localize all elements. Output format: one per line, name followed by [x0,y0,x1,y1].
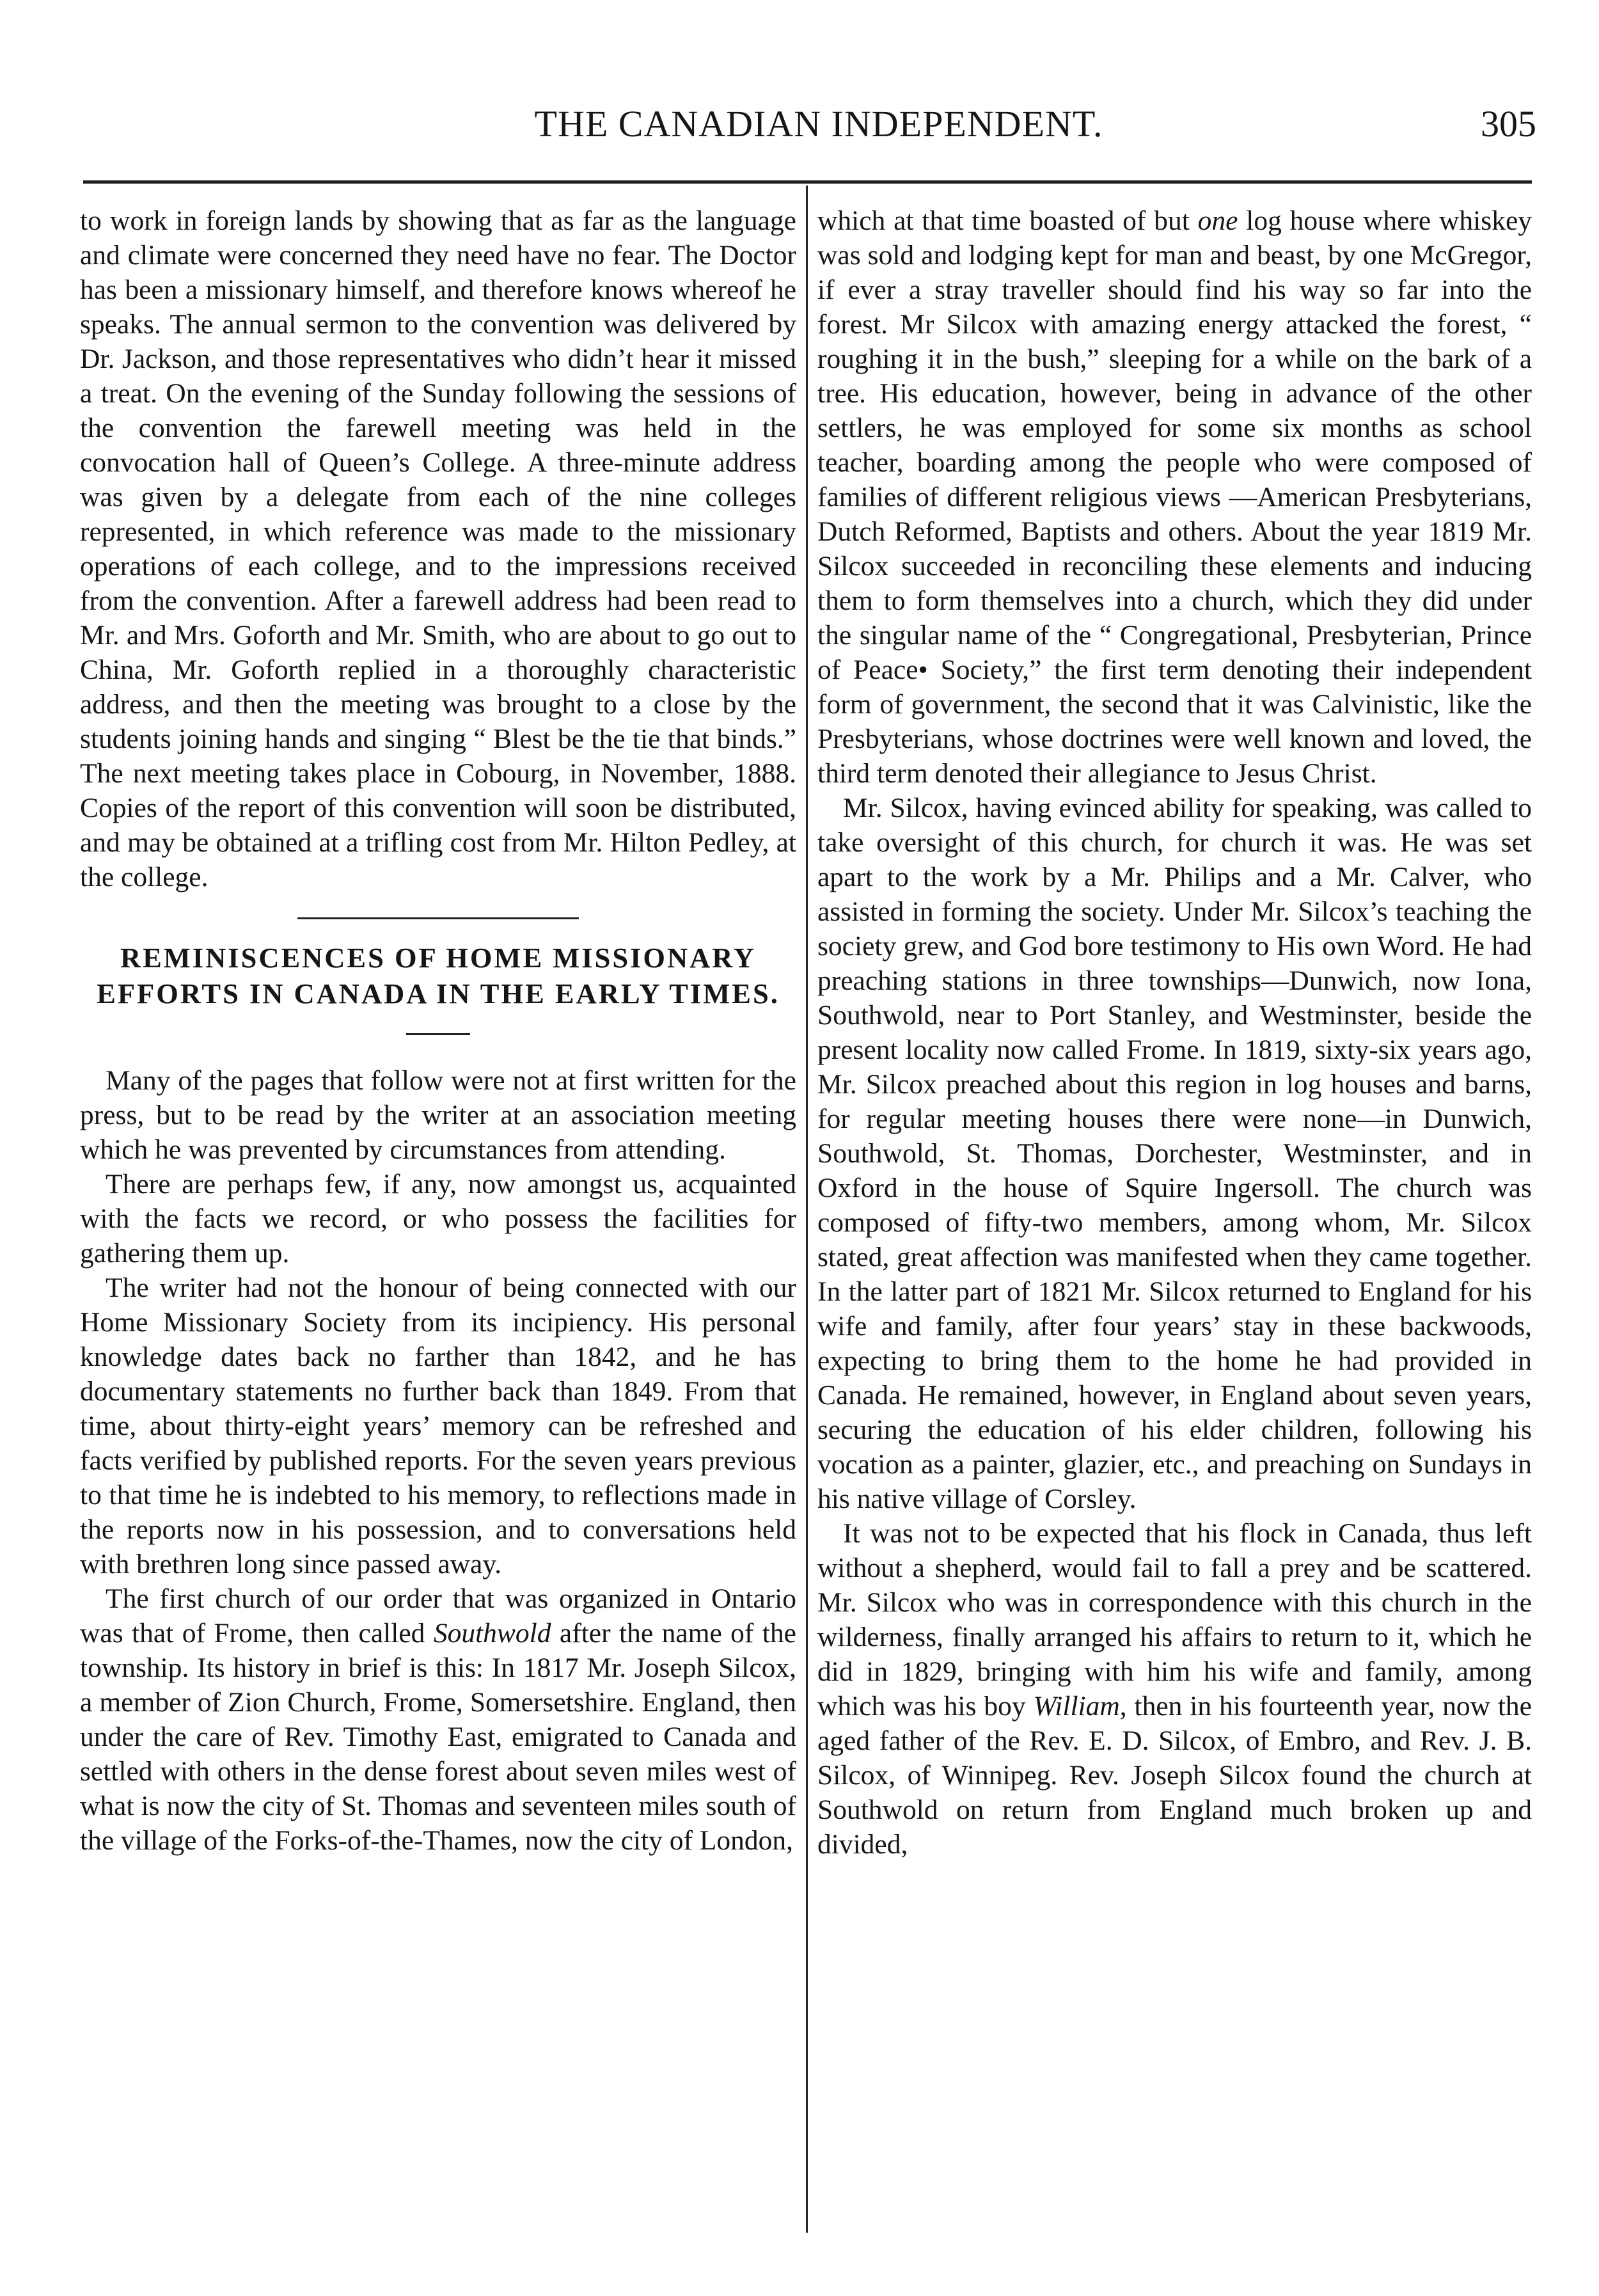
paragraph-few-acquainted: There are perhaps few, if any, now amongst us, acquainted with the facts we record, or who possess the facilities for gathering them up. [80,1169,796,1269]
paragraph-first-church [80,1581,796,1858]
paragraph-convention-end: to work in foreign lands by showing that as far as the language and climate were concerned they need have no fear. The Doctor has been a missionary himself, and therefore knows whereof he speaks. The annual sermon to the convention was delivered by Dr. Jackson, and those representatives who didn’t hear it missed a treat. On the evening of the Sunday following the sessions of the convention the farewell meeting was held in the convocation hall of Queen’s College. A three-minute address was given by a delegate from each of the nine colleges represented, in which reference was made to the missionary operations of each college, and to the impressions received from the convention. After a farewell address had been read to Mr. and Mrs. Goforth and Mr. Smith, who are about to go out to China, Mr. Goforth replied in a thoroughly characteristic address, and then the meeting was brought to a close by the students joining hands and singing “ Blest be the tie that binds.” The next meeting takes place in Cobourg, in November, 1888. Copies of the report of this convention will soon be distributed, and may be obtained at a trifling cost from Mr. Hilton Pedley, at the college. [80,205,796,892]
text-run: It was not to be expected that his flock in Canada, thus left without a shepherd, would fail to fall a prey and be scattered. Mr. Silcox who was in correspondence with this church in the wilderness, finally arranged his affairs to return to it, which he did in 1829, bringing with him his wife and family, among which was his boy [817,1518,1532,1722]
column-divider [806,186,808,2233]
text-run: The first church of our order that was organized in Ontario was that of Frome, then called [80,1583,796,1649]
italic-text: William [1033,1691,1120,1722]
left-column [80,203,796,1858]
text-run: after the name of the township. Its history in brief is this: In 1817 Mr. Joseph Silcox, a member of Zion Church, Frome, Somersetshire. England, then under the care of Rev. Timothy East, emigrated to Canada and settled with others in the dense forest about seven miles west of what is now the city of St. Thomas and seventeen miles south of the village of the Forks-of-the-Thames, now the city of London, [80,1618,796,1856]
italic-text: one [1197,205,1238,236]
page-number: 305 [1481,103,1536,145]
section-divider [297,917,579,919]
text-run: log house where whiskey was sold and lodging kept for man and beast, by one McGregor, if ever a stray traveller should find his way so far into the forest. Mr Silcox with amazing energy attacked the forest, “ roughing it in the bush,” sleeping for a while on the bark of a tree. His education, however, being in advance of the other settlers, he was employed for some six months as school teacher, boarding among the people who were composed of families of different religious views —American Presbyterians, Dutch Reformed, Baptists and others. About the year 1819 Mr. Silcox succeeded in reconciling these elements and inducing them to form themselves into a church, which they did under the singular name of the “ Congregational, Presbyterian, Prince of Peace• Society,” the first term denoting their independent form of government, the second that it was Calvinistic, like the Presbyterians, whose doctrines were well known and loved, the third term denoted their allegiance to Jesus Christ. [817,205,1532,789]
right-column [817,203,1532,1862]
paragraph-writer-honour: The writer had not the honour of being connected with our Home Missionary Society from its incipiency. His personal knowledge dates back no farther than 1842, and he has documentary statements no further back than 1849. From that time, about thirty-eight years’ memory can be refreshed and facts verified by published reports. For the seven years previous to that time he is indebted to his memory, to reflections made in the reports now in his possession, and to conversations held with brethren long since passed away. [80,1272,796,1579]
article-title: REMINISCENCES OF HOME MISSIONARY EFFORTS IN CANADA IN THE EARLY TIMES. [97,942,780,1009]
text-run: , then in his fourteenth year, now the aged father of the Rev. E. D. Silcox, of Embro, and Rev. J. B. Silcox, of Winnipeg. Rev. Joseph Silcox found the church at Southwold on return from England much broken up and divided, [817,1691,1532,1860]
paragraph-intro: Many of the pages that follow were not at first written for the press, but to be read by the writer at an association meeting which he was prevented by circumstances from attending. [80,1065,796,1165]
title-rule [406,1033,470,1035]
running-head-title: THE CANADIAN INDEPENDENT. [534,103,1103,145]
paragraph-flock [817,1516,1532,1862]
text-run: which at that time boasted of but [817,205,1198,236]
header-rule [83,180,1532,184]
paragraph-oversight: Mr. Silcox, having evinced ability for speaking, was called to take oversight of this church, for church it was. He was set apart to the work by a Mr. Philips and a Mr. Calver, who assisted in forming the society. Under Mr. Silcox’s teaching the society grew, and God bore testimony to His own Word. He had preaching stations in three townships—Dunwich, now Iona, Southwold, near to Port Stanley, and Westminster, beside the present locality now called Frome. In 1819, sixty-six years ago, Mr. Silcox preached about this region in log houses and barns, for regular meeting houses there were none—in Dunwich, Southwold, St. Thomas, Dorchester, Westminster, and in Oxford in the house of Squire Ingersoll. The church was composed of fifty-two members, among whom, Mr. Silcox stated, great affection was manifested when they came together. In the latter part of 1821 Mr. Silcox returned to England for his wife and family, after four years’ stay in these backwoods, expecting to bring them to the home he had provided in Canada. He remained, however, in England about seven years, securing the education of his elder children, following his vocation as a painter, glazier, etc., and preaching on Sundays in his native village of Corsley. [817,793,1532,1514]
italic-text: Southwold [433,1618,551,1649]
paragraph-log-house [817,203,1532,791]
